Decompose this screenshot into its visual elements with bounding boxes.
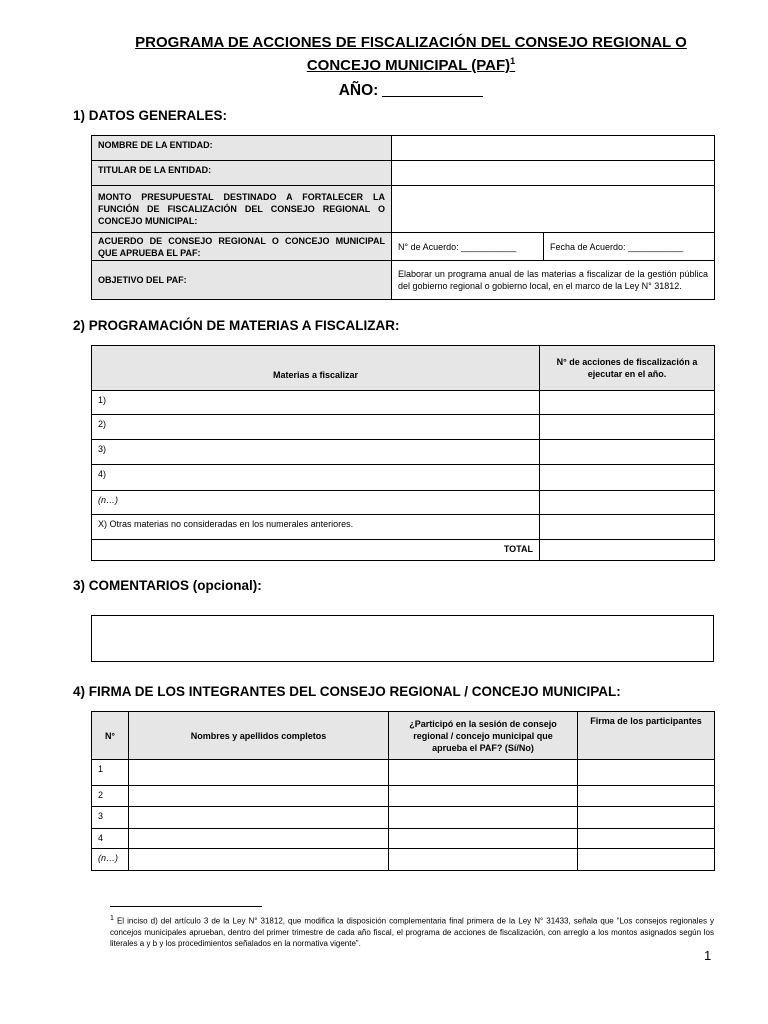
page-number: 1	[704, 948, 712, 963]
year-blank[interactable]	[382, 82, 483, 97]
year-label: AÑO:	[338, 82, 379, 99]
table-row	[92, 540, 715, 561]
table-row	[92, 261, 715, 300]
budget-label: MONTO PRESUPUESTAL DESTINADO A FORTALECER LA FUNCIÓN DE FISCALIZACIÓN DEL CONSEJO REGIONAL O CONCEJO MUNICIPAL:	[92, 186, 392, 233]
objective-text: Elaborar un programa anual de las materias a fiscalizar de la gestión pública del gobierno regional o gobierno local, en el marco de la Ley N° 31812.	[392, 261, 715, 300]
member-number: 1	[92, 760, 129, 786]
comments-field[interactable]	[92, 616, 714, 662]
member-participated-field[interactable]	[389, 786, 578, 807]
col-matters-header: Materias a fiscalizar	[92, 346, 540, 391]
member-participated-field[interactable]	[389, 829, 578, 849]
matters-table	[91, 345, 715, 561]
table-row	[92, 849, 715, 871]
matter-row-label[interactable]: (n…)	[92, 491, 540, 515]
matter-row-label[interactable]: 4)	[92, 465, 540, 491]
entity-head-label: TITULAR DE LA ENTIDAD:	[92, 161, 392, 186]
col-names-header: Nombres y apellidos completos	[129, 712, 389, 760]
member-signature-field[interactable]	[578, 849, 715, 871]
footnote	[110, 913, 714, 949]
table-row	[92, 415, 715, 440]
agreement-label: ACUERDO DE CONSEJO REGIONAL O CONCEJO MUNICIPAL QUE APRUEBA EL PAF:	[92, 233, 392, 261]
agreement-date-field[interactable]: Fecha de Acuerdo: ___________	[544, 233, 715, 261]
footnote-number: 1	[110, 915, 114, 922]
actions-field[interactable]	[540, 391, 715, 415]
title-footnote-ref: 1	[510, 56, 516, 66]
table-row	[92, 786, 715, 807]
member-number: (n…)	[92, 849, 129, 871]
member-number: 2	[92, 786, 129, 807]
matter-row-label[interactable]: 3)	[92, 440, 540, 465]
budget-field[interactable]	[392, 186, 715, 233]
table-row	[92, 161, 715, 186]
section-3-heading: 3) COMENTARIOS (opcional):	[73, 578, 262, 593]
table-row	[92, 712, 715, 760]
actions-field[interactable]	[540, 440, 715, 465]
col-participated-header: ¿Participó en la sesión de consejo regional / concejo municipal que aprueba el PAF? (Sí/No)	[389, 712, 578, 760]
table-row	[92, 233, 715, 261]
section-2-heading: 2) PROGRAMACIÓN DE MATERIAS A FISCALIZAR:	[73, 318, 400, 333]
actions-field[interactable]	[540, 515, 715, 540]
member-signature-field[interactable]	[578, 829, 715, 849]
member-signature-field[interactable]	[578, 807, 715, 829]
table-row	[92, 807, 715, 829]
member-participated-field[interactable]	[389, 807, 578, 829]
table-row	[92, 491, 715, 515]
table-row	[92, 186, 715, 233]
matter-row-label[interactable]: X) Otras materias no consideradas en los numerales anteriores.	[92, 515, 540, 540]
objective-label: OBJETIVO DEL PAF:	[92, 261, 392, 300]
section-4-heading: 4) FIRMA DE LOS INTEGRANTES DEL CONSEJO REGIONAL / CONCEJO MUNICIPAL:	[73, 684, 621, 699]
matter-row-label[interactable]: 2)	[92, 415, 540, 440]
footnote-divider	[110, 906, 262, 907]
table-row	[92, 346, 715, 391]
title-line-2: CONCEJO MUNICIPAL (PAF)	[306, 57, 511, 74]
table-row	[92, 391, 715, 415]
entity-name-field[interactable]	[392, 136, 715, 161]
member-name-field[interactable]	[129, 829, 389, 849]
actions-field[interactable]	[540, 491, 715, 515]
col-actions-header: N° de acciones de fiscalización a ejecutar en el año.	[540, 346, 715, 391]
section-1-heading: 1) DATOS GENERALES:	[73, 108, 228, 123]
table-row	[92, 760, 715, 786]
table-row	[92, 515, 715, 540]
member-participated-field[interactable]	[389, 760, 578, 786]
member-number: 3	[92, 807, 129, 829]
table-row	[92, 465, 715, 491]
member-name-field[interactable]	[129, 786, 389, 807]
table-row	[92, 440, 715, 465]
matter-row-label[interactable]: 1)	[92, 391, 540, 415]
member-name-field[interactable]	[129, 849, 389, 871]
actions-field[interactable]	[540, 465, 715, 491]
member-signature-field[interactable]	[578, 760, 715, 786]
actions-field[interactable]	[540, 415, 715, 440]
member-name-field[interactable]	[129, 760, 389, 786]
total-field[interactable]	[540, 540, 715, 561]
member-number: 4	[92, 829, 129, 849]
comments-table	[91, 615, 714, 662]
col-signature-header: Firma de los participantes	[578, 712, 715, 760]
year-field	[0, 82, 768, 100]
member-participated-field[interactable]	[389, 849, 578, 871]
entity-name-label: NOMBRE DE LA ENTIDAD:	[92, 136, 392, 161]
agreement-number-field[interactable]: N° de Acuerdo: ___________	[392, 233, 544, 261]
title-line-1: PROGRAMA DE ACCIONES DE FISCALIZACIÓN DEL CONSEJO REGIONAL O	[135, 34, 687, 51]
table-row	[92, 616, 714, 662]
member-name-field[interactable]	[129, 807, 389, 829]
table-row	[92, 829, 715, 849]
signatures-table	[91, 711, 715, 871]
entity-head-field[interactable]	[392, 161, 715, 186]
table-row	[92, 136, 715, 161]
member-signature-field[interactable]	[578, 786, 715, 807]
document-title	[118, 34, 704, 75]
footnote-text: El inciso d) del artículo 3 de la Ley N° 31812, que modifica la disposición complementaria final primera de la Ley N° 31433, señala que “Los consejos regionales y concejos municipales aprueban, dentro del primer trimestre de cada año fiscal, el programa de acciones de fiscalización, con arreglo a los montos asignados según los literales a y b y los procedimientos señalados en la normativa vigente”.	[110, 916, 714, 948]
total-label: TOTAL	[92, 540, 540, 561]
col-number-header: N°	[92, 712, 129, 760]
general-data-table	[91, 135, 715, 300]
